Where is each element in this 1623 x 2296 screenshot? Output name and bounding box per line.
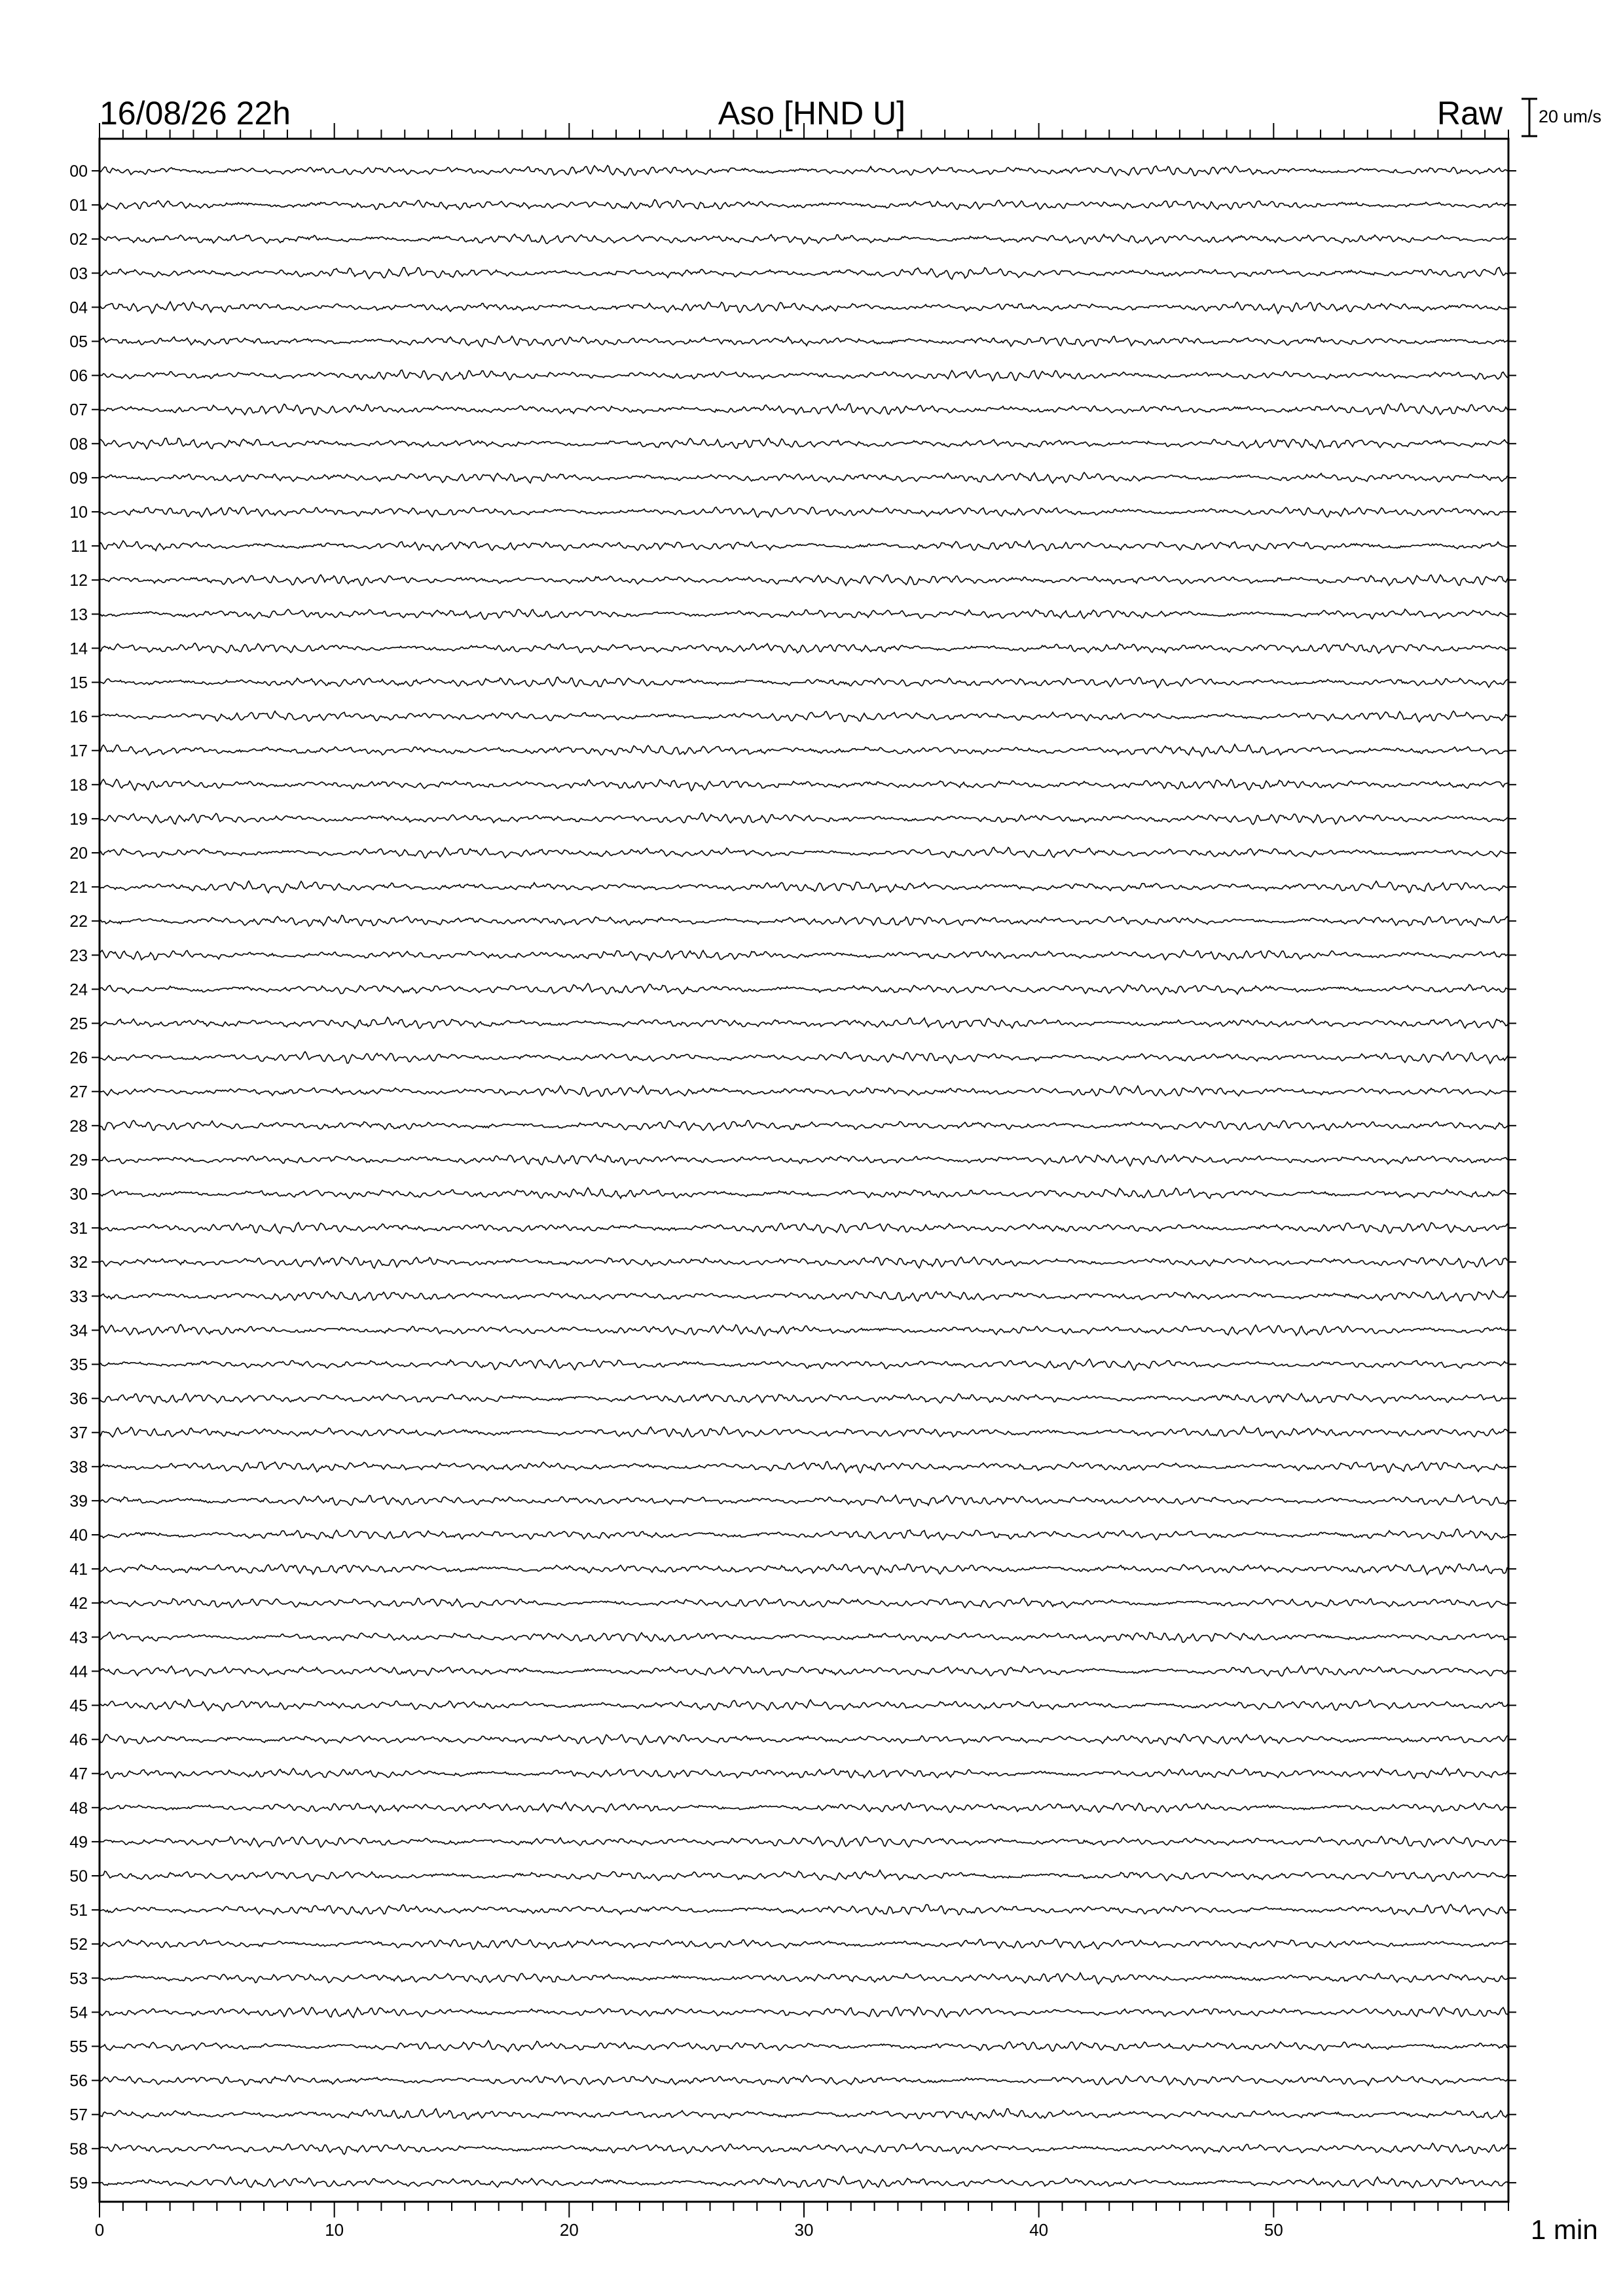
row-label-18: 18	[69, 776, 88, 795]
trace-25	[100, 1017, 1508, 1028]
trace-54	[100, 2007, 1508, 2018]
trace-53	[100, 1973, 1508, 1984]
row-label-05: 05	[69, 332, 88, 351]
trace-38	[100, 1462, 1508, 1473]
row-label-14: 14	[69, 639, 88, 658]
trace-34	[100, 1325, 1508, 1336]
row-label-19: 19	[69, 810, 88, 829]
trace-36	[100, 1393, 1508, 1403]
time-axis-ticks	[95, 123, 1508, 2240]
trace-50	[100, 1870, 1508, 1881]
trace-06	[100, 370, 1508, 381]
row-label-31: 31	[69, 1219, 88, 1238]
row-label-56: 56	[69, 2072, 88, 2090]
x-tick-label-30: 30	[794, 2220, 814, 2240]
x-tick-label-50: 50	[1264, 2220, 1283, 2240]
x-tick-label-40: 40	[1029, 2220, 1049, 2240]
trace-27	[100, 1086, 1508, 1096]
x-tick-label-20: 20	[559, 2220, 579, 2240]
trace-29	[100, 1155, 1508, 1166]
row-label-26: 26	[69, 1049, 88, 1067]
row-label-32: 32	[69, 1253, 88, 1272]
row-label-48: 48	[69, 1799, 88, 1818]
trace-40	[100, 1529, 1508, 1540]
trace-47	[100, 1768, 1508, 1779]
trace-39	[100, 1495, 1508, 1507]
trace-41	[100, 1564, 1508, 1575]
row-label-23: 23	[69, 946, 88, 965]
trace-09	[100, 473, 1508, 484]
row-label-39: 39	[69, 1492, 88, 1511]
trace-group	[92, 166, 1516, 2188]
row-label-10: 10	[69, 503, 88, 522]
trace-10	[100, 507, 1508, 517]
row-label-15: 15	[69, 673, 88, 692]
row-label-21: 21	[69, 878, 88, 897]
trace-05	[100, 336, 1508, 347]
trace-26	[100, 1052, 1508, 1064]
trace-13	[100, 609, 1508, 619]
row-label-36: 36	[69, 1390, 88, 1408]
trace-44	[100, 1666, 1508, 1677]
trace-49	[100, 1837, 1508, 1848]
trace-11	[100, 541, 1508, 550]
row-label-44: 44	[69, 1662, 88, 1681]
row-label-37: 37	[69, 1424, 88, 1443]
row-label-54: 54	[69, 2003, 88, 2022]
trace-03	[100, 268, 1508, 279]
trace-51	[100, 1905, 1508, 1916]
trace-21	[100, 881, 1508, 893]
row-label-27: 27	[69, 1083, 88, 1102]
trace-45	[100, 1700, 1508, 1711]
amplitude-scale-label: 20 um/s	[1539, 107, 1602, 126]
row-label-06: 06	[69, 367, 88, 386]
row-label-50: 50	[69, 1867, 88, 1886]
trace-56	[100, 2075, 1508, 2085]
row-label-45: 45	[69, 1696, 88, 1715]
row-label-52: 52	[69, 1935, 88, 1954]
trace-55	[100, 2041, 1508, 2052]
trace-31	[100, 1223, 1508, 1234]
trace-24	[100, 984, 1508, 995]
row-label-11: 11	[71, 537, 88, 556]
row-label-25: 25	[69, 1014, 88, 1033]
row-label-58: 58	[69, 2140, 88, 2159]
trace-48	[100, 1803, 1508, 1812]
row-label-09: 09	[69, 469, 88, 488]
trace-20	[100, 848, 1508, 859]
row-label-53: 53	[69, 1969, 88, 1988]
row-label-08: 08	[69, 435, 88, 454]
trace-23	[100, 950, 1508, 960]
trace-37	[100, 1427, 1508, 1439]
row-label-38: 38	[69, 1458, 88, 1477]
trace-16	[100, 711, 1508, 722]
row-label-55: 55	[69, 2037, 88, 2056]
row-label-13: 13	[69, 605, 88, 624]
row-label-33: 33	[69, 1287, 88, 1306]
trace-58	[100, 2144, 1508, 2155]
row-label-02: 02	[69, 230, 88, 249]
datetime-title: 16/08/26 22h	[100, 95, 291, 132]
trace-46	[100, 1734, 1508, 1745]
row-label-00: 00	[69, 162, 88, 181]
trace-04	[100, 302, 1508, 314]
row-label-34: 34	[69, 1321, 88, 1340]
row-label-43: 43	[69, 1628, 88, 1647]
station-title: Aso [HND U]	[718, 95, 906, 132]
row-label-17: 17	[69, 742, 88, 761]
trace-57	[100, 2109, 1508, 2120]
x-axis-unit-label: 1 min	[1531, 2214, 1598, 2245]
trace-42	[100, 1598, 1508, 1608]
scale-bar	[1522, 99, 1537, 136]
row-label-57: 57	[69, 2106, 88, 2125]
trace-32	[100, 1257, 1508, 1268]
trace-33	[100, 1291, 1508, 1301]
x-tick-label-0: 0	[94, 2220, 105, 2240]
row-label-16: 16	[69, 708, 88, 726]
trace-59	[100, 2176, 1508, 2188]
trace-08	[100, 439, 1508, 449]
row-label-47: 47	[69, 1765, 88, 1784]
trace-14	[100, 643, 1508, 654]
row-label-51: 51	[69, 1901, 88, 1920]
row-label-30: 30	[69, 1185, 88, 1204]
trace-18	[100, 780, 1508, 791]
row-label-40: 40	[69, 1526, 88, 1545]
row-label-42: 42	[69, 1594, 88, 1613]
trace-12	[100, 575, 1508, 586]
trace-17	[100, 744, 1508, 756]
trace-52	[100, 1939, 1508, 1949]
row-label-29: 29	[69, 1151, 88, 1170]
row-label-07: 07	[69, 401, 88, 420]
mode-label: Raw	[1436, 95, 1503, 132]
trace-22	[100, 915, 1508, 926]
row-label-28: 28	[69, 1117, 88, 1136]
row-label-04: 04	[69, 298, 88, 317]
row-label-03: 03	[69, 264, 88, 283]
trace-19	[100, 813, 1508, 825]
trace-35	[100, 1359, 1508, 1370]
x-tick-label-10: 10	[325, 2220, 344, 2240]
trace-07	[100, 403, 1508, 415]
trace-02	[100, 234, 1508, 244]
row-label-49: 49	[69, 1833, 88, 1852]
row-label-12: 12	[69, 571, 88, 590]
trace-28	[100, 1121, 1508, 1130]
row-label-35: 35	[69, 1355, 88, 1374]
row-label-41: 41	[69, 1560, 88, 1579]
trace-15	[100, 677, 1508, 688]
trace-01	[100, 200, 1508, 209]
row-label-22: 22	[69, 912, 88, 931]
row-label-01: 01	[69, 196, 88, 215]
row-label-46: 46	[69, 1731, 88, 1749]
trace-00	[100, 166, 1508, 176]
row-label-20: 20	[69, 844, 88, 863]
row-label-59: 59	[69, 2174, 88, 2193]
trace-30	[100, 1188, 1508, 1198]
plot-frame	[100, 139, 1508, 2202]
hour-row-labels	[69, 162, 88, 2193]
row-label-24: 24	[69, 980, 88, 999]
trace-43	[100, 1632, 1508, 1643]
